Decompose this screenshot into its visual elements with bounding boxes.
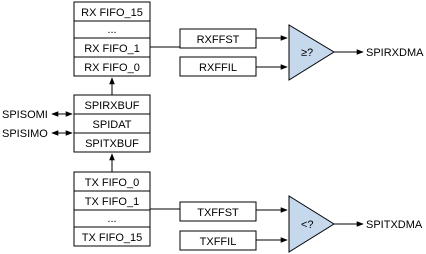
spirxdma-label: SPIRXDMA xyxy=(366,47,424,59)
tx-fifo-0-label: TX FIFO_0 xyxy=(84,177,140,189)
spirxbuf-label: SPIRXBUF xyxy=(84,100,140,112)
rx-comparator-operator: ≥? xyxy=(301,47,314,59)
tx-fifo-1-label: TX FIFO_1 xyxy=(84,196,140,208)
rxffil-label: RXFFIL xyxy=(199,62,237,74)
spitxbuf-label: SPITXBUF xyxy=(85,138,139,150)
rx-fifo-1-label: RX FIFO_1 xyxy=(84,43,140,55)
rx-fifo-ellipsis-label: ... xyxy=(107,24,117,36)
spi-register-stack xyxy=(74,95,150,152)
rx-fifo-15-label: RX FIFO_15 xyxy=(81,7,143,19)
tx-fifo-15-label: TX FIFO_15 xyxy=(81,232,143,244)
txffst-label: TXFFST xyxy=(197,207,239,219)
spisimo-pin-label: SPISIMO xyxy=(2,128,48,140)
rx-fifo-0-label: RX FIFO_0 xyxy=(84,62,140,74)
rxffst-label: RXFFST xyxy=(196,34,240,46)
spitxdma-label: SPITXDMA xyxy=(366,219,423,231)
tx-fifo-stack xyxy=(74,172,150,246)
spisomi-pin-label: SPISOMI xyxy=(2,109,48,121)
tx-comparator-operator: <? xyxy=(301,219,314,231)
spidat-label: SPIDAT xyxy=(92,119,132,131)
tx-fifo-ellipsis-label: ... xyxy=(107,213,117,225)
rx-fifo-stack xyxy=(74,2,150,76)
txffil-label: TXFFIL xyxy=(199,236,237,248)
